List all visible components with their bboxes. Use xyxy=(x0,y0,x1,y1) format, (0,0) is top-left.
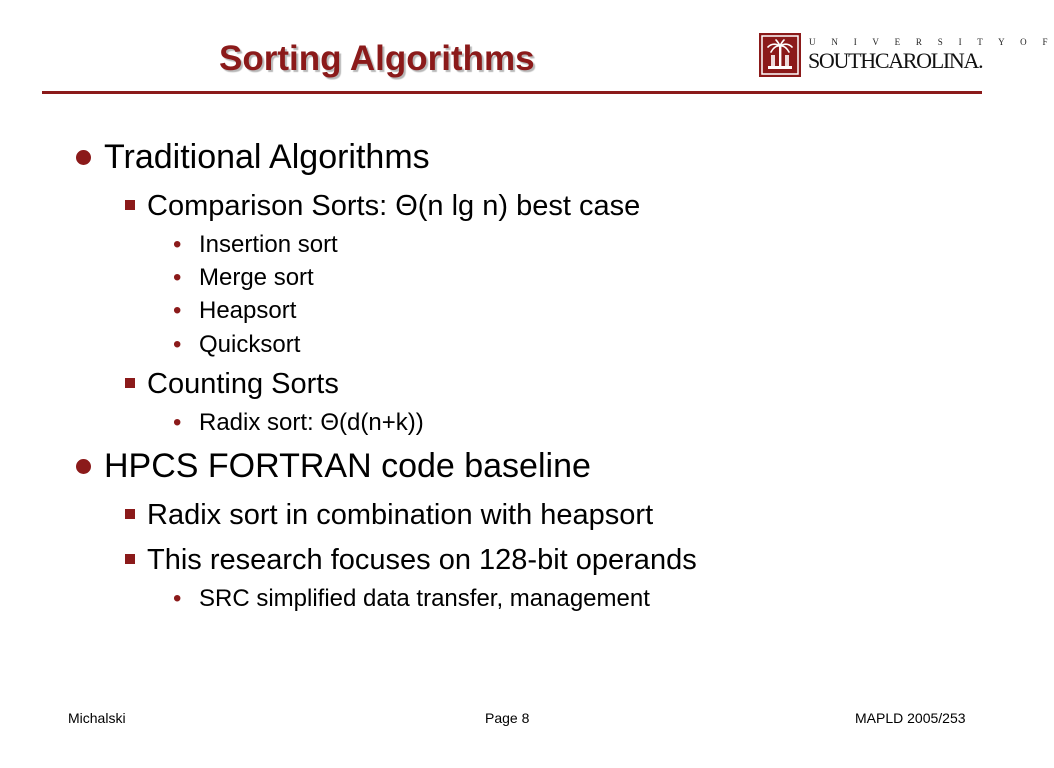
bullet-heapsort xyxy=(173,297,297,325)
logo-university-of: U N I V E R S I T Y O F xyxy=(809,37,1054,47)
bullet-text: Radix sort in combination with heapsort xyxy=(147,499,654,531)
footer-author: Michalski xyxy=(68,710,126,726)
bullet-hpcs-fortran xyxy=(104,446,591,486)
bullet-text: Radix sort: Θ(d(n+k)) xyxy=(199,409,424,436)
bullet-text: HPCS FORTRAN code baseline xyxy=(104,447,591,485)
bullet-src-transfer xyxy=(173,585,650,613)
bullet-text: Heapsort xyxy=(199,297,297,324)
bullet-text: This research focuses on 128-bit operands xyxy=(147,544,697,576)
bullet-text: Quicksort xyxy=(199,331,301,358)
bullet-merge-sort xyxy=(173,264,314,292)
bullet-text: Merge sort xyxy=(199,264,314,291)
dot-bullet-icon: • xyxy=(173,264,182,291)
square-bullet-icon xyxy=(125,200,135,210)
bullet-counting-sorts xyxy=(147,367,339,401)
square-bullet-icon xyxy=(125,509,135,519)
bullet-radix-sort xyxy=(173,409,424,437)
dot-bullet-icon: • xyxy=(173,331,182,358)
bullet-text: Insertion sort xyxy=(199,231,338,258)
dot-bullet-icon: • xyxy=(173,585,182,612)
bullet-text: Counting Sorts xyxy=(147,368,339,400)
bullet-text: Traditional Algorithms xyxy=(104,138,430,176)
round-bullet-icon xyxy=(76,150,91,165)
bullet-quicksort xyxy=(173,331,301,359)
bullet-traditional-algorithms xyxy=(104,137,430,177)
round-bullet-icon xyxy=(76,459,91,474)
square-bullet-icon xyxy=(125,378,135,388)
bullet-research-focus xyxy=(147,543,697,577)
bullet-text: Comparison Sorts: Θ(n lg n) best case xyxy=(147,190,641,222)
square-bullet-icon xyxy=(125,554,135,564)
bullet-radix-heapsort xyxy=(147,498,653,532)
dot-bullet-icon: • xyxy=(173,409,182,436)
bullet-text: SRC simplified data transfer, management xyxy=(199,585,650,612)
bullet-comparison-sorts xyxy=(147,189,640,223)
dot-bullet-icon: • xyxy=(173,231,182,258)
footer-conference: MAPLD 2005/253 xyxy=(855,710,966,726)
footer-page-number: Page 8 xyxy=(485,710,530,726)
logo-south-carolina: SOUTHCAROLINA. xyxy=(808,48,983,73)
slide-title: Sorting Algorithms xyxy=(219,39,535,78)
bullet-insertion-sort xyxy=(173,231,338,259)
dot-bullet-icon: • xyxy=(173,297,182,324)
